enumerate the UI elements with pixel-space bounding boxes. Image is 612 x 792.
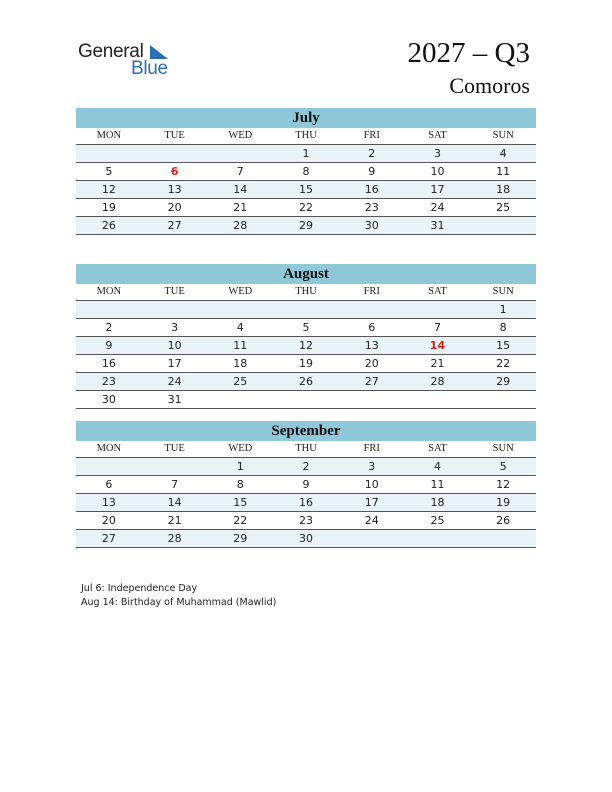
day-cell: 1 <box>302 147 310 160</box>
weekday-label: SUN <box>492 443 514 454</box>
day-cell: 29 <box>496 375 511 388</box>
day-cell: 5 <box>499 460 507 473</box>
day-cell: 4 <box>236 321 244 334</box>
day-cell: 1 <box>499 303 507 316</box>
day-cell: 20 <box>364 357 379 370</box>
month-calendar-september <box>76 421 536 548</box>
week-row <box>76 217 536 235</box>
week-row <box>76 319 536 337</box>
day-cell: 4 <box>499 147 507 160</box>
day-cell: 25 <box>430 514 445 527</box>
day-cell: 19 <box>299 357 314 370</box>
empty-day-cell <box>470 217 536 234</box>
day-cell: 23 <box>101 375 116 388</box>
day-cell: 6 <box>170 165 179 178</box>
weekday-label: WED <box>228 443 253 454</box>
day-cell: 14 <box>429 339 446 352</box>
weekday-label: SAT <box>428 443 447 454</box>
day-cell: 24 <box>364 514 379 527</box>
day-cell: 7 <box>171 478 179 491</box>
weekday-label: SUN <box>492 286 514 297</box>
weekday-header-row <box>76 128 536 145</box>
day-cell: 30 <box>364 219 379 232</box>
weekday-label: SUN <box>492 130 514 141</box>
weekday-header-row <box>76 441 536 458</box>
week-row <box>76 530 536 548</box>
day-cell: 13 <box>167 183 182 196</box>
day-cell: 25 <box>496 201 511 214</box>
day-cell: 12 <box>299 339 314 352</box>
day-cell: 29 <box>299 219 314 232</box>
week-row <box>76 181 536 199</box>
week-row <box>76 145 536 163</box>
day-cell: 6 <box>368 321 376 334</box>
day-cell: 16 <box>299 496 314 509</box>
day-cell: 26 <box>101 219 116 232</box>
week-row <box>76 476 536 494</box>
day-cell: 18 <box>430 496 445 509</box>
day-cell: 16 <box>364 183 379 196</box>
weekday-label: FRI <box>363 286 380 297</box>
day-cell: 26 <box>496 514 511 527</box>
day-cell: 21 <box>233 201 248 214</box>
day-cell: 25 <box>233 375 248 388</box>
week-row <box>76 337 536 355</box>
weekday-label: MON <box>96 443 122 454</box>
day-cell: 24 <box>167 375 182 388</box>
day-cell: 8 <box>302 165 310 178</box>
day-cell: 29 <box>233 532 248 545</box>
day-cell: 28 <box>430 375 445 388</box>
day-cell: 17 <box>167 357 182 370</box>
day-cell: 17 <box>364 496 379 509</box>
day-cell: 18 <box>496 183 511 196</box>
logo <box>78 41 178 81</box>
day-cell: 27 <box>167 219 182 232</box>
week-row <box>76 458 536 476</box>
holiday-note: Aug 14: Birthday of Muhammad (Mawlid) <box>81 597 277 608</box>
day-cell: 9 <box>302 478 310 491</box>
weekday-label: MON <box>96 130 122 141</box>
empty-day-cell <box>470 530 536 547</box>
empty-day-cell <box>76 301 142 318</box>
day-cell: 11 <box>233 339 248 352</box>
day-cell: 10 <box>167 339 182 352</box>
weekday-label: MON <box>96 286 122 297</box>
day-cell: 12 <box>101 183 116 196</box>
logo-text-general: General <box>78 41 144 62</box>
day-cell: 5 <box>105 165 113 178</box>
page-title: 2027 – Q3 <box>407 37 530 69</box>
day-cell: 9 <box>105 339 113 352</box>
week-row <box>76 373 536 391</box>
empty-day-cell <box>76 458 142 475</box>
day-cell: 10 <box>364 478 379 491</box>
empty-day-cell <box>142 458 208 475</box>
weekday-label: THU <box>295 130 317 141</box>
day-cell: 14 <box>167 496 182 509</box>
empty-day-cell <box>273 301 339 318</box>
day-cell: 22 <box>233 514 248 527</box>
week-row <box>76 355 536 373</box>
logo-text-blue: Blue <box>131 58 168 79</box>
day-cell: 3 <box>433 147 441 160</box>
day-cell: 15 <box>496 339 511 352</box>
month-calendar-august <box>76 264 536 409</box>
holiday-note: Jul 6: Independence Day <box>81 583 198 594</box>
day-cell: 30 <box>101 393 116 406</box>
day-cell: 31 <box>430 219 445 232</box>
day-cell: 5 <box>302 321 310 334</box>
day-cell: 14 <box>233 183 248 196</box>
empty-day-cell <box>339 391 405 408</box>
week-row <box>76 199 536 217</box>
week-row <box>76 512 536 530</box>
country-name: Comoros <box>449 73 530 98</box>
day-cell: 4 <box>433 460 441 473</box>
weekday-label: FRI <box>363 443 380 454</box>
day-cell: 11 <box>430 478 445 491</box>
day-cell: 2 <box>302 460 310 473</box>
empty-day-cell <box>405 530 471 547</box>
day-cell: 17 <box>430 183 445 196</box>
empty-day-cell <box>405 301 471 318</box>
weekday-label: THU <box>295 443 317 454</box>
day-cell: 21 <box>167 514 182 527</box>
day-cell: 6 <box>105 478 113 491</box>
day-cell: 26 <box>299 375 314 388</box>
month-name: September <box>76 421 536 441</box>
weekday-label: SAT <box>428 130 447 141</box>
day-cell: 10 <box>430 165 445 178</box>
day-cell: 20 <box>167 201 182 214</box>
weekday-label: TUE <box>164 286 185 297</box>
day-cell: 2 <box>105 321 113 334</box>
day-cell: 2 <box>368 147 376 160</box>
month-name: July <box>76 108 536 128</box>
empty-day-cell <box>207 145 273 162</box>
day-cell: 3 <box>171 321 179 334</box>
empty-day-cell <box>339 530 405 547</box>
week-row <box>76 163 536 181</box>
day-cell: 12 <box>496 478 511 491</box>
day-cell: 13 <box>101 496 116 509</box>
weekday-header-row <box>76 284 536 301</box>
day-cell: 27 <box>101 532 116 545</box>
day-cell: 21 <box>430 357 445 370</box>
day-cell: 22 <box>299 201 314 214</box>
day-cell: 23 <box>364 201 379 214</box>
empty-day-cell <box>405 391 471 408</box>
day-cell: 16 <box>101 357 116 370</box>
day-cell: 13 <box>364 339 379 352</box>
empty-day-cell <box>142 145 208 162</box>
logo-flag-icon <box>150 45 168 59</box>
day-cell: 22 <box>496 357 511 370</box>
weekday-label: WED <box>228 286 253 297</box>
empty-day-cell <box>470 391 536 408</box>
day-cell: 20 <box>101 514 116 527</box>
weekday-label: FRI <box>363 130 380 141</box>
week-row <box>76 301 536 319</box>
day-cell: 18 <box>233 357 248 370</box>
empty-day-cell <box>142 301 208 318</box>
week-row <box>76 391 536 409</box>
day-cell: 30 <box>299 532 314 545</box>
day-cell: 23 <box>299 514 314 527</box>
day-cell: 7 <box>433 321 441 334</box>
empty-day-cell <box>76 145 142 162</box>
weekday-label: THU <box>295 286 317 297</box>
day-cell: 28 <box>233 219 248 232</box>
day-cell: 31 <box>167 393 182 406</box>
empty-day-cell <box>207 391 273 408</box>
day-cell: 1 <box>236 460 244 473</box>
week-row <box>76 494 536 512</box>
day-cell: 28 <box>167 532 182 545</box>
holiday-notes <box>81 582 276 610</box>
month-calendar-july <box>76 108 536 235</box>
day-cell: 19 <box>101 201 116 214</box>
weekday-label: TUE <box>164 443 185 454</box>
empty-day-cell <box>207 301 273 318</box>
day-cell: 15 <box>299 183 314 196</box>
day-cell: 7 <box>236 165 244 178</box>
day-cell: 3 <box>368 460 376 473</box>
day-cell: 15 <box>233 496 248 509</box>
day-cell: 11 <box>496 165 511 178</box>
weekday-label: WED <box>228 130 253 141</box>
day-cell: 27 <box>364 375 379 388</box>
day-cell: 8 <box>236 478 244 491</box>
weekday-label: TUE <box>164 130 185 141</box>
empty-day-cell <box>273 391 339 408</box>
day-cell: 19 <box>496 496 511 509</box>
day-cell: 24 <box>430 201 445 214</box>
day-cell: 9 <box>368 165 376 178</box>
month-name: August <box>76 264 536 284</box>
weekday-label: SAT <box>428 286 447 297</box>
day-cell: 8 <box>499 321 507 334</box>
empty-day-cell <box>339 301 405 318</box>
